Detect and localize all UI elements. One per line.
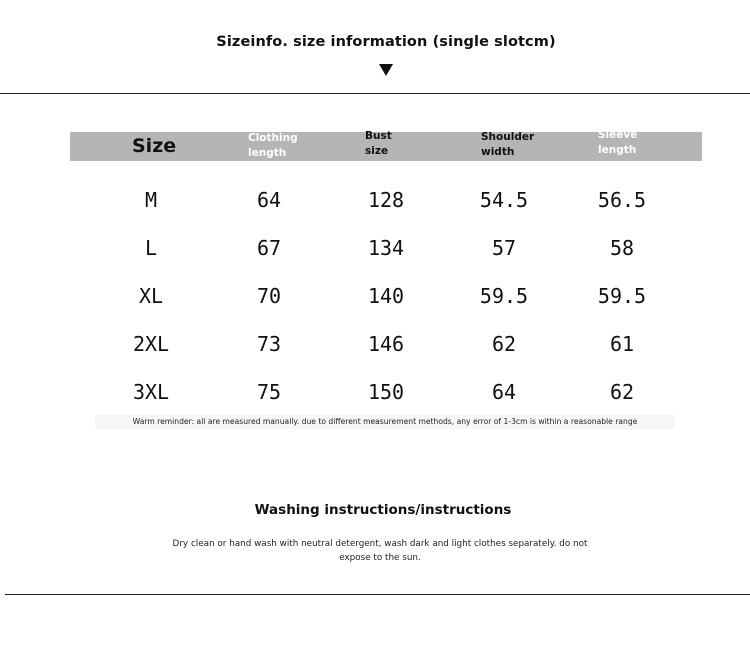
table-row bbox=[70, 236, 702, 266]
bottom-divider bbox=[5, 594, 750, 595]
washing-text: Dry clean or hand wash with neutral detergent, wash dark and light clothes separately. do not expose to the sun. bbox=[172, 539, 588, 563]
table-row bbox=[70, 188, 702, 218]
page-title: Sizeinfo. size information (single slotcm) bbox=[216, 34, 556, 50]
cell-bust-size: 150 bbox=[367, 380, 405, 404]
header-shoulder-width-line1: Shoulder bbox=[481, 131, 535, 143]
table-row bbox=[70, 380, 702, 410]
cell-clothing-length: 67 bbox=[256, 236, 282, 260]
cell-sleeve-length: 59.5 bbox=[597, 284, 647, 308]
cell-bust-size: 128 bbox=[367, 188, 405, 212]
header-shoulder-width-line2: width bbox=[481, 146, 515, 158]
cell-size: XL bbox=[138, 284, 164, 308]
cell-size: L bbox=[144, 236, 158, 260]
header-shoulder-width bbox=[481, 130, 534, 160]
cell-size: 3XL bbox=[132, 380, 170, 404]
cell-sleeve-length: 56.5 bbox=[597, 188, 647, 212]
cell-size: M bbox=[144, 188, 158, 212]
cell-clothing-length: 64 bbox=[256, 188, 282, 212]
cell-bust-size: 146 bbox=[367, 332, 405, 356]
down-arrow-icon bbox=[379, 64, 393, 76]
table-row bbox=[70, 284, 702, 314]
cell-shoulder-width: 57 bbox=[491, 236, 517, 260]
header-sleeve-length-line1: Sleeve bbox=[598, 129, 638, 141]
header-sleeve-length bbox=[598, 128, 637, 158]
washing-title: Washing instructions/instructions bbox=[254, 502, 512, 518]
cell-sleeve-length: 62 bbox=[609, 380, 635, 404]
top-divider bbox=[0, 93, 750, 94]
header-bust-size-line2: size bbox=[365, 145, 389, 157]
cell-sleeve-length: 61 bbox=[609, 332, 635, 356]
header-size: Size bbox=[132, 135, 177, 157]
cell-clothing-length: 73 bbox=[256, 332, 282, 356]
cell-clothing-length: 75 bbox=[256, 380, 282, 404]
header-bust-size-line1: Bust bbox=[365, 130, 392, 142]
cell-size: 2XL bbox=[132, 332, 170, 356]
header-clothing-length-line1: Clothing bbox=[248, 132, 298, 144]
table-row bbox=[70, 332, 702, 362]
header-clothing-length-line2: length bbox=[248, 147, 287, 159]
cell-clothing-length: 70 bbox=[256, 284, 282, 308]
cell-shoulder-width: 59.5 bbox=[479, 284, 529, 308]
cell-bust-size: 140 bbox=[367, 284, 405, 308]
cell-sleeve-length: 58 bbox=[609, 236, 635, 260]
size-table-header bbox=[70, 129, 702, 161]
header-clothing-length bbox=[248, 131, 298, 161]
header-bust-size bbox=[365, 129, 392, 159]
cell-shoulder-width: 64 bbox=[491, 380, 517, 404]
cell-shoulder-width: 54.5 bbox=[479, 188, 529, 212]
cell-bust-size: 134 bbox=[367, 236, 405, 260]
header-sleeve-length-line2: length bbox=[598, 144, 637, 156]
measurement-reminder: Warm reminder: all are measured manually. due to different measurement methods, any error of 1-3cm is within a reasonable range bbox=[95, 415, 675, 429]
cell-shoulder-width: 62 bbox=[491, 332, 517, 356]
